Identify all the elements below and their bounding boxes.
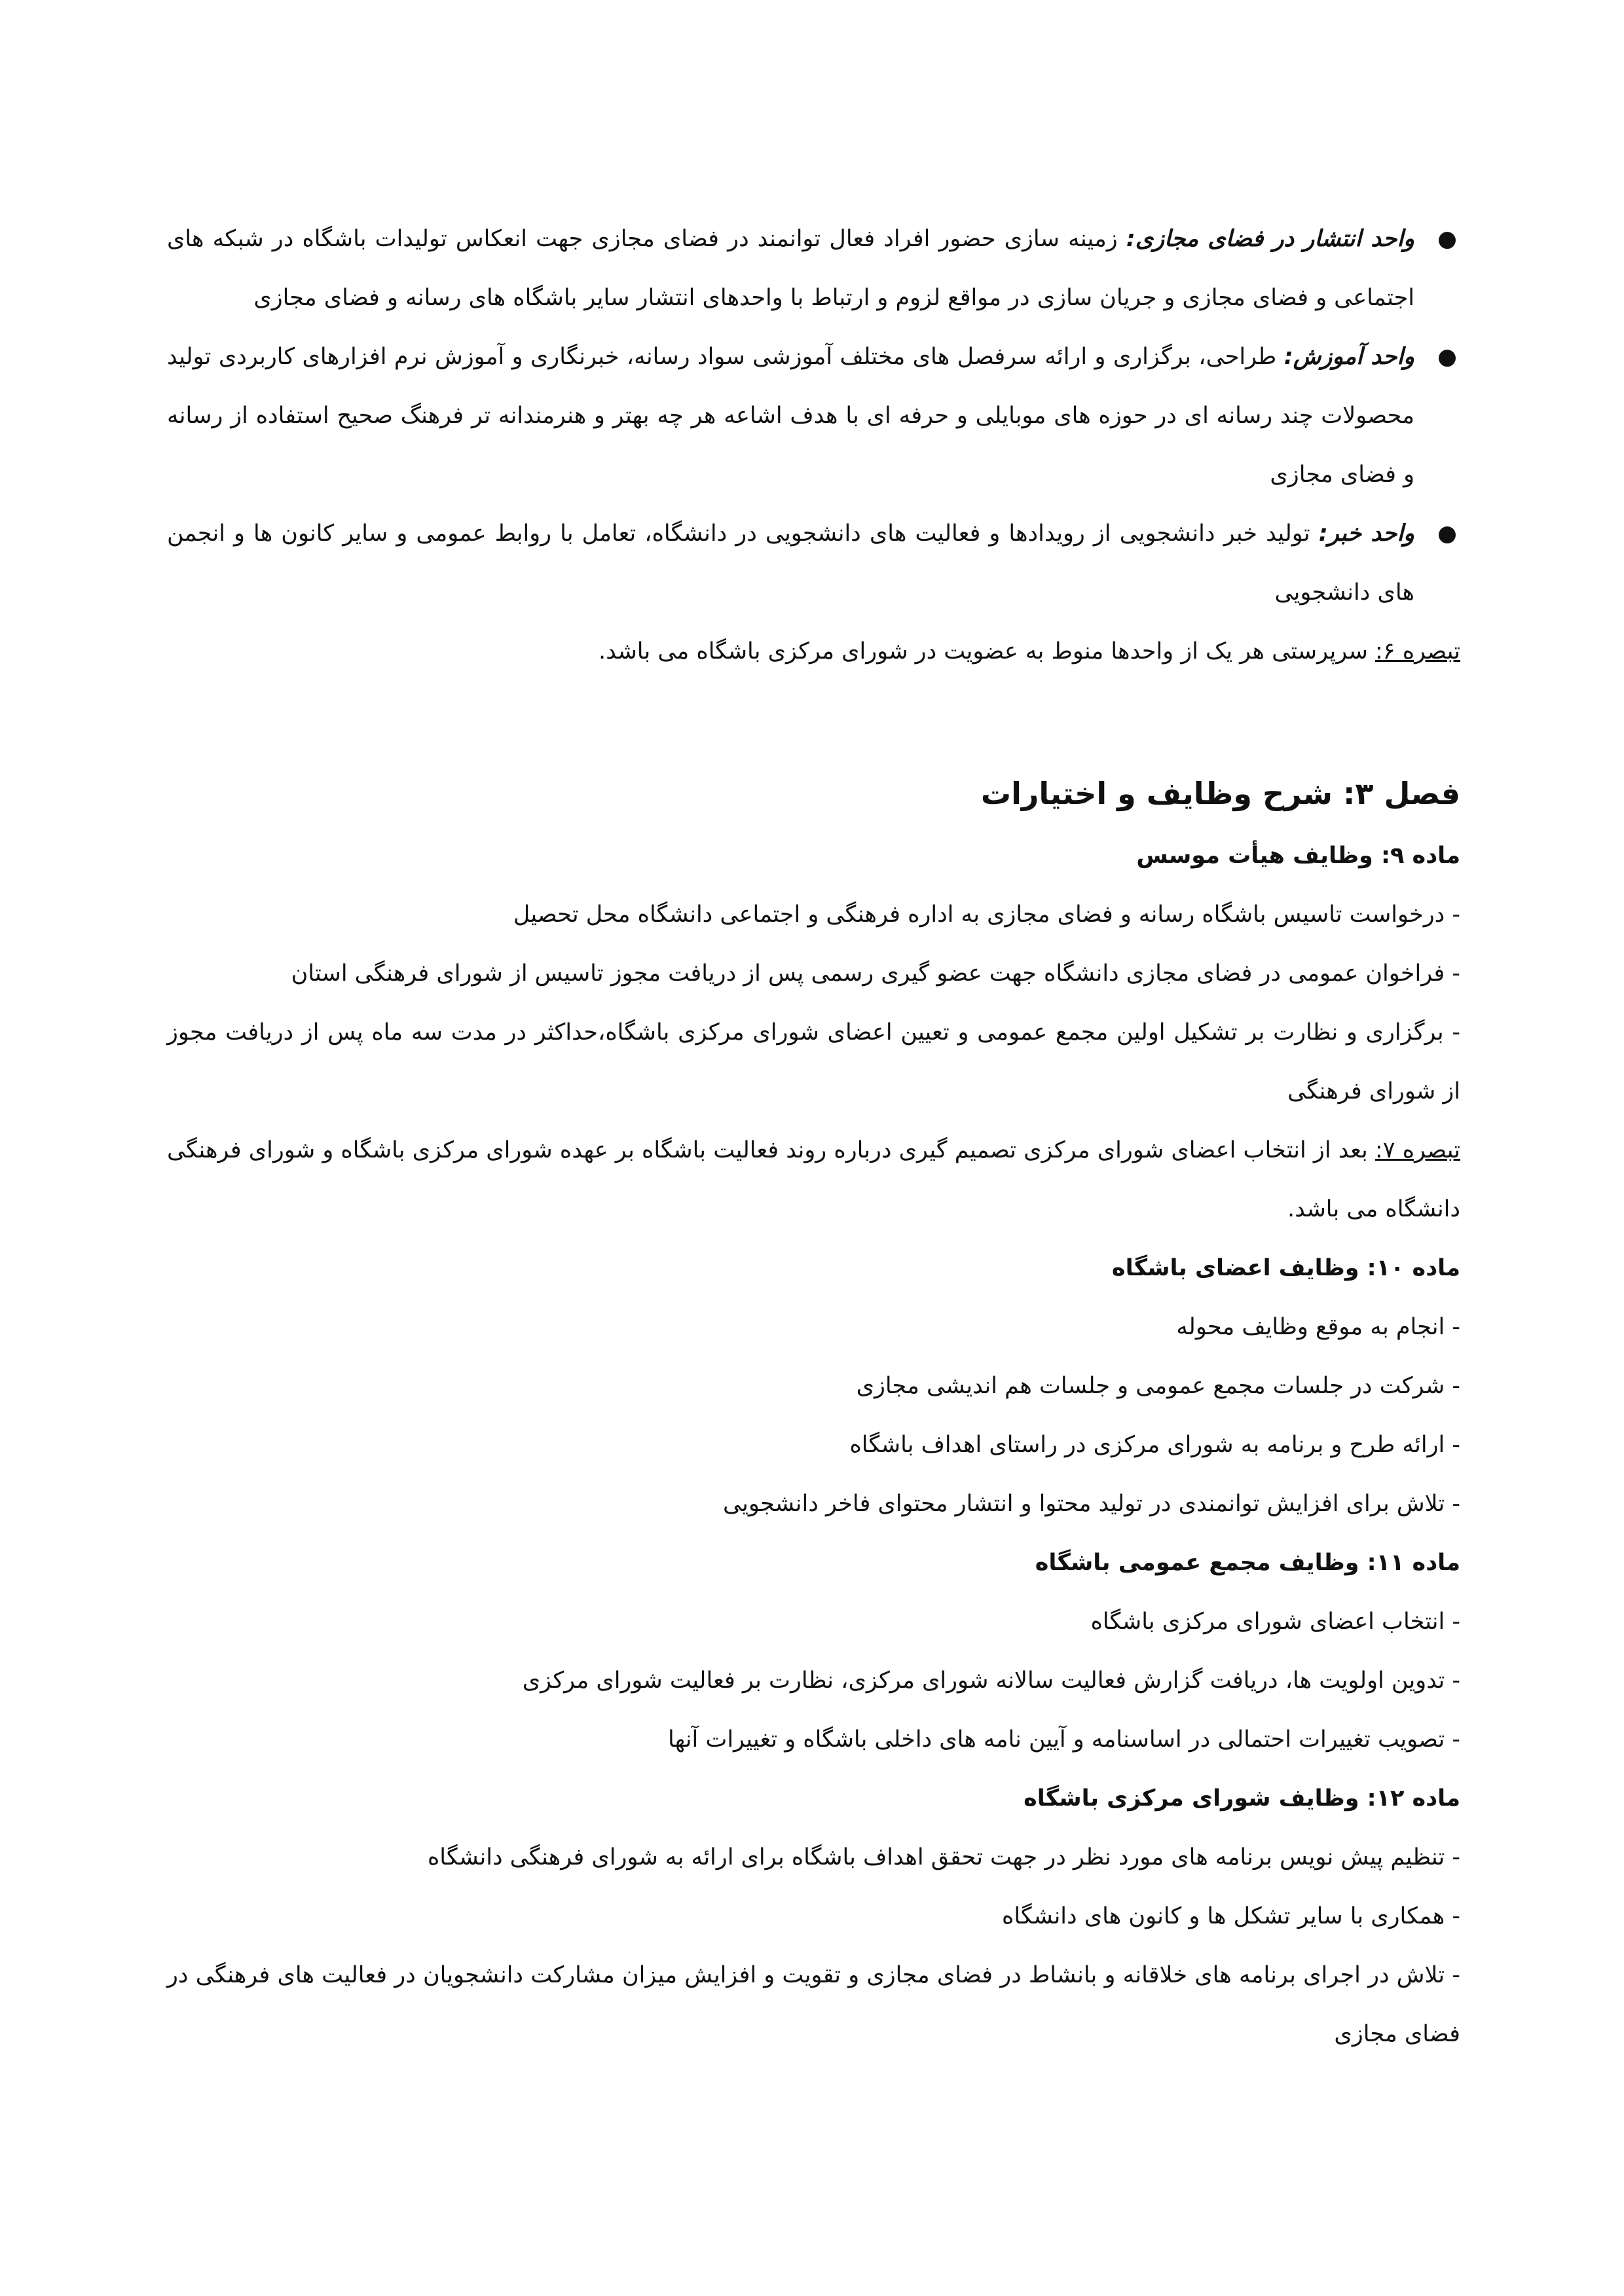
- article-10-item: - شرکت در جلسات مجمع عمومی و جلسات هم اندیشی مجازی: [856, 1373, 1460, 1399]
- note-6-text: سرپرستی هر یک از واحدها منوط به عضویت در شورای مرکزی باشگاه می باشد.: [598, 638, 1375, 665]
- article-9-title: ماده ۹: وظایف هیأت موسس: [1136, 843, 1460, 869]
- note-7-text: بعد از انتخاب اعضای شورای مرکزی تصمیم گیری درباره روند فعالیت باشگاه بر عهده شورای مرکزی باشگاه و شورای فرهنگی دانشگاه می باشد.: [167, 1137, 1460, 1222]
- bullet-text: طراحی، برگزاری و ارائه سرفصل های مختلف آموزشی سواد رسانه، خبرنگاری و آموزش نرم افزارهای کاربردی تولید محصولات چند رسانه ای در حوزه های موبایلی و حرفه ای با هدف اشاعه هر چه بهتر و هنرمندانه تر فرهنگ صحیح استفاده از رسانه و فضای مجازی: [167, 344, 1414, 488]
- article-12-title: ماده ۱۲: وظایف شورای مرکزی باشگاه: [1024, 1785, 1460, 1812]
- list-item: [167, 327, 1460, 504]
- article-11-item: - تصویب تغییرات احتمالی در اساسنامه و آیین نامه های داخلی باشگاه و تغییرات آنها: [668, 1726, 1460, 1753]
- article-11-title: ماده ۱۱: وظایف مجمع عمومی باشگاه: [1035, 1550, 1460, 1576]
- bullet-text: تولید خبر دانشجویی از رویدادها و فعالیت های دانشجویی در دانشگاه، تعامل با روابط عمومی و سایر کانون ها و انجمن های دانشجویی: [167, 520, 1414, 606]
- article-11-item: - تدوین اولویت ها، دریافت گزارش فعالیت سالانه شورای مرکزی، نظارت بر فعالیت شورای مرکزی: [522, 1667, 1460, 1694]
- article-9-item: - درخواست تاسیس باشگاه رسانه و فضای مجازی به اداره فرهنگی و اجتماعی دانشگاه محل تحصیل: [513, 902, 1460, 928]
- note-6: [167, 622, 1460, 681]
- list-item: [167, 210, 1460, 327]
- article-9-item: - برگزاری و نظارت بر تشکیل اولین مجمع عمومی و تعیین اعضای شورای مرکزی باشگاه،حداکثر در مدت سه ماه پس از دریافت مجوز از شورای فرهنگی: [167, 1019, 1460, 1104]
- bullet-icon: ●: [1437, 344, 1457, 370]
- bullet-text: زمینه سازی حضور افراد فعال توانمند در فضای مجازی جهت انعکاس تولیدات باشگاه در شبکه های اجتماعی و فضای مجازی و جریان سازی در مواقع لزوم و ارتباط با واحدهای انتشار سایر باشگاه های رسانه و فضای مجازی: [167, 226, 1414, 311]
- article-12-item: - همکاری با سایر تشکل ها و کانون های دانشگاه: [1002, 1903, 1460, 1929]
- article-10-item: - انجام به موقع وظایف محوله: [1176, 1314, 1460, 1340]
- bullet-title: واحد انتشار در فضای مجازی:: [1126, 226, 1414, 252]
- units-list: [167, 210, 1460, 622]
- chapter-title: فصل ۳: شرح وظایف و اختیارات: [980, 776, 1460, 811]
- note-7-label: تبصره ۷:: [1375, 1137, 1460, 1163]
- article-10-item: - ارائه طرح و برنامه به شورای مرکزی در راستای اهداف باشگاه: [849, 1432, 1460, 1458]
- bullet-title: واحد خبر:: [1318, 520, 1414, 547]
- bullet-icon: ●: [1437, 226, 1457, 252]
- bullet-icon: ●: [1437, 520, 1457, 547]
- bullet-title: واحد آموزش:: [1283, 344, 1414, 370]
- article-12-item: - تنظیم پیش نویس برنامه های مورد نظر در جهت تحقق اهداف باشگاه برای ارائه به شورای فرهنگی دانشگاه: [427, 1844, 1460, 1870]
- note-7: [167, 1121, 1460, 1239]
- list-item: [167, 504, 1460, 622]
- article-9-item: - فراخوان عمومی در فضای مجازی دانشگاه جهت عضو گیری رسمی پس از دریافت مجوز تاسیس از شورای فرهنگی استان: [291, 960, 1460, 987]
- article-10-item: - تلاش برای افزایش توانمندی در تولید محتوا و انتشار محتوای فاخر دانشجویی: [723, 1491, 1460, 1517]
- document-page: [167, 210, 1460, 2064]
- note-6-label: تبصره ۶:: [1375, 638, 1460, 665]
- article-11-item: - انتخاب اعضای شورای مرکزی باشگاه: [1090, 1609, 1460, 1635]
- article-10-title: ماده ۱۰: وظایف اعضای باشگاه: [1111, 1255, 1460, 1281]
- article-12-item: - تلاش در اجرای برنامه های خلاقانه و بانشاط در فضای مجازی و تقویت و افزایش میزان مشارکت دانشجویان در فعالیت های فرهنگی در فضای مجازی: [167, 1962, 1460, 2047]
